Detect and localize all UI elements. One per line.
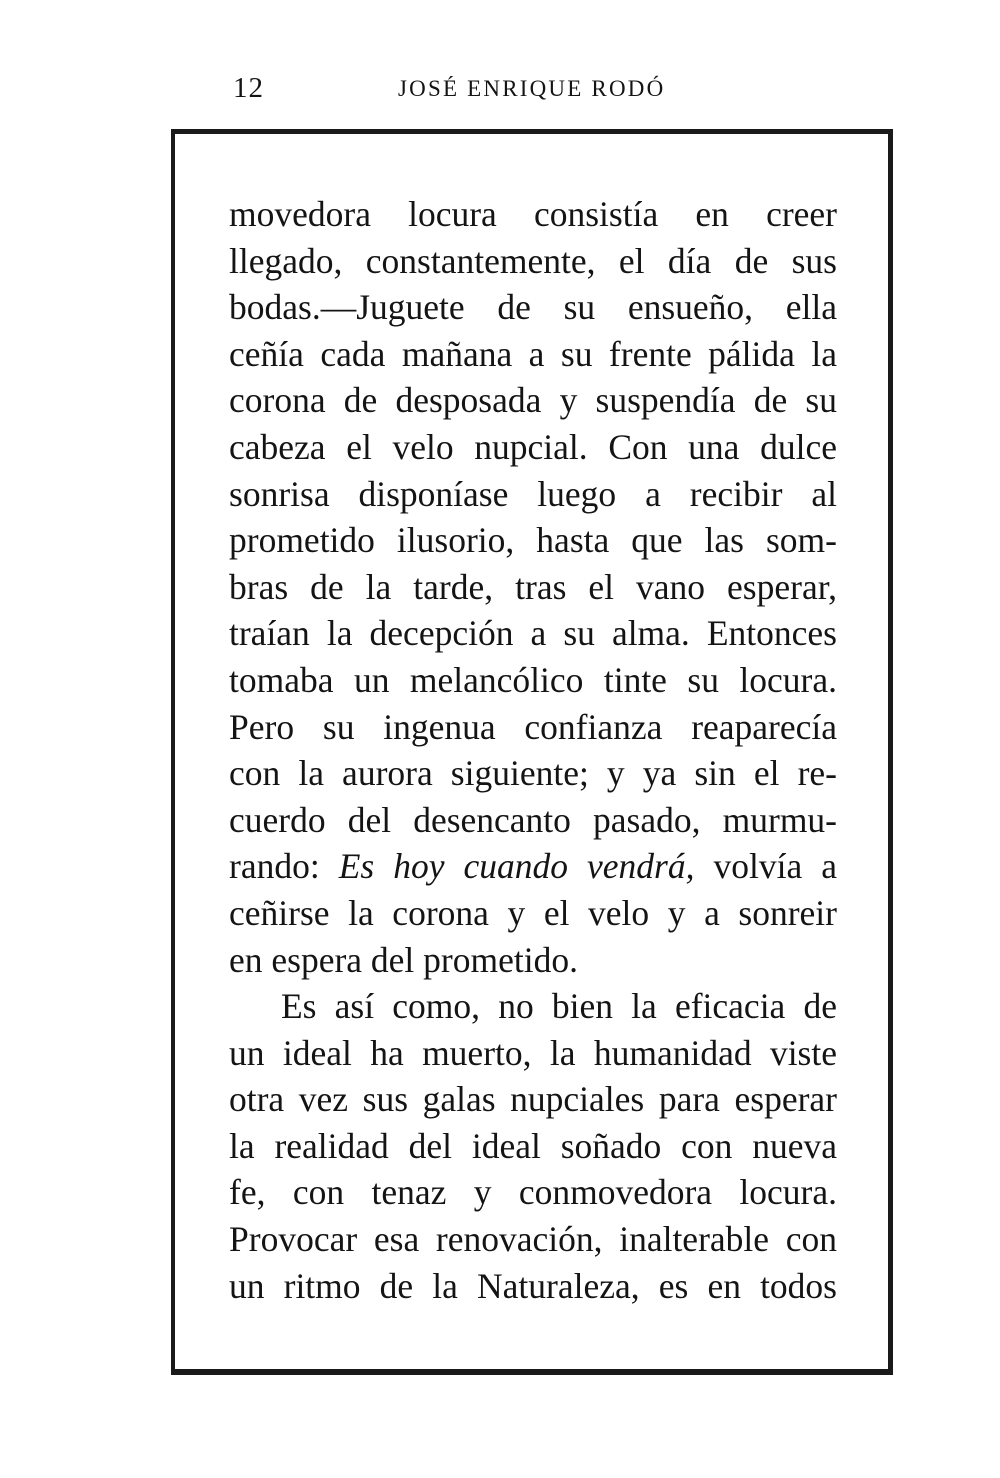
text-line: llegado, constantemente, el día de sus (229, 240, 837, 281)
text-line: movedora locura consistía en creer (229, 194, 837, 234)
body-text (229, 191, 837, 1309)
text-line-with-italic (229, 843, 837, 890)
running-head (0, 66, 1000, 110)
text-line: bras de la tarde, tras el vano esperar, (229, 566, 837, 607)
text-line: fe, con tenaz y conmovedora locura. (229, 1172, 837, 1213)
text-line: tomaba un melancólico tinte su locura. (229, 659, 837, 700)
text-line: un ideal ha muerto, la humanidad viste (229, 1032, 837, 1073)
text-line: corona de desposada y suspendía de su (229, 380, 837, 421)
text-line: Pero su ingenua confianza reaparecía (229, 706, 837, 747)
text-fragment: rando: (229, 846, 320, 887)
text-line: bodas.—Juguete de su ensueño, ella (229, 287, 837, 328)
text-line: sonrisa disponíase luego a recibir al (229, 473, 837, 514)
text-line: ceñirse la corona y el velo y a sonreir (229, 892, 837, 933)
text-fragment: volvía a (713, 846, 838, 887)
page-number: 12 (233, 72, 264, 104)
running-title: JOSÉ ENRIQUE RODÓ (398, 76, 666, 101)
text-line: un ritmo de la Naturaleza, es en todos (229, 1265, 837, 1306)
text-line: prometido ilusorio, hasta que las som- (229, 520, 837, 561)
text-line: Provocar esa renovación, inalterable con (229, 1219, 837, 1260)
text-line: ceñía cada mañana a su frente pálida la (229, 333, 837, 374)
text-line: en espera del prometido. (229, 939, 578, 980)
paragraph-first-line: Es así como, no bien la eficacia de (281, 986, 837, 1027)
italic-quote: Es hoy cuando vendrá, (338, 846, 695, 887)
text-line: la realidad del ideal soñado con nueva (229, 1125, 837, 1166)
text-line: con la aurora siguiente; y ya sin el re- (229, 753, 837, 794)
text-line: otra vez sus galas nupciales para esperar (229, 1079, 837, 1120)
text-line: traían la decepción a su alma. Entonces (229, 613, 837, 654)
text-line: cabeza el velo nupcial. Con una dulce (229, 426, 837, 467)
text-line: cuerdo del desencanto pasado, murmu- (229, 799, 837, 840)
